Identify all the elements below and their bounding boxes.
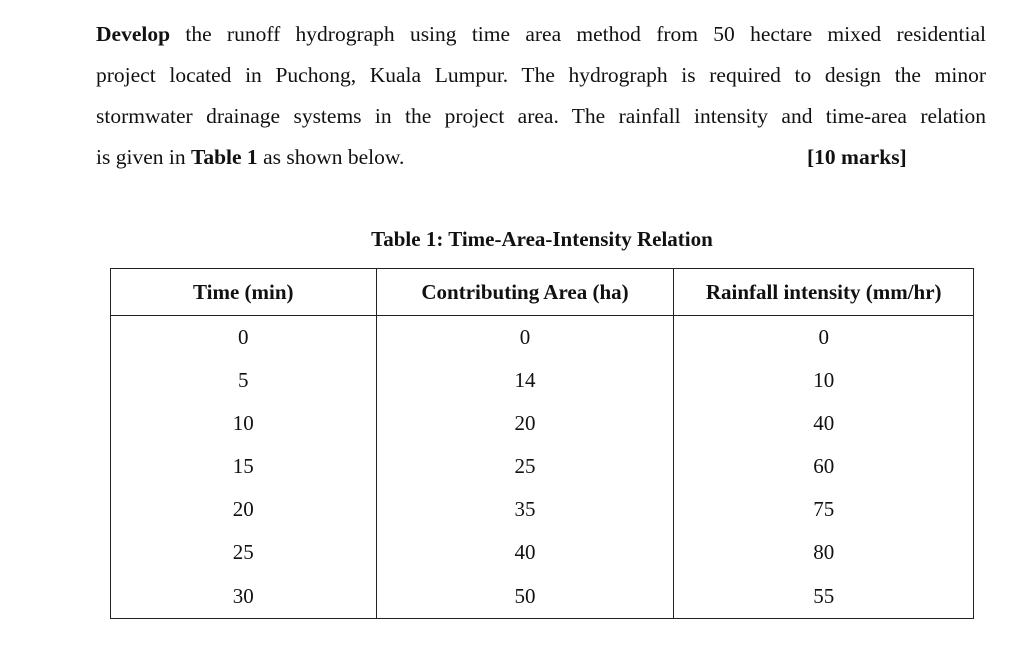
table-row bbox=[111, 316, 974, 360]
cell-area: 40 bbox=[376, 531, 674, 574]
question-line-4-pre: is given in bbox=[96, 145, 186, 169]
marks-label: [10 marks] bbox=[807, 145, 907, 169]
table-row bbox=[111, 445, 974, 488]
cell-intensity: 75 bbox=[674, 488, 974, 531]
question-line-4-post: as shown below. bbox=[263, 145, 405, 169]
cell-area: 35 bbox=[376, 488, 674, 531]
table-row bbox=[111, 359, 974, 402]
table-row bbox=[111, 402, 974, 445]
table-row bbox=[111, 531, 974, 574]
cell-area: 0 bbox=[376, 316, 674, 360]
cell-area: 20 bbox=[376, 402, 674, 445]
cell-area: 50 bbox=[376, 574, 674, 619]
cell-time: 5 bbox=[111, 359, 377, 402]
time-area-intensity-table bbox=[110, 268, 974, 619]
cell-intensity: 0 bbox=[674, 316, 974, 360]
cell-area: 14 bbox=[376, 359, 674, 402]
cell-intensity: 10 bbox=[674, 359, 974, 402]
table-reference: Table 1 bbox=[190, 145, 258, 169]
cell-time: 15 bbox=[111, 445, 377, 488]
cell-intensity: 60 bbox=[674, 445, 974, 488]
question-line-3: stormwater drainage systems in the project area. The rainfall intensity and time-area relation bbox=[96, 104, 986, 128]
cell-time: 30 bbox=[111, 574, 377, 619]
table-row bbox=[111, 488, 974, 531]
cell-time: 10 bbox=[111, 402, 377, 445]
question-line-1 bbox=[96, 14, 986, 55]
cell-time: 20 bbox=[111, 488, 377, 531]
question-line-1-text: the runoff hydrograph using time area method from 50 hectare mixed residential bbox=[185, 22, 987, 46]
cell-time: 25 bbox=[111, 531, 377, 574]
question-lead-bold: Develop bbox=[96, 22, 171, 46]
question-line-4 bbox=[96, 137, 986, 178]
cell-time: 0 bbox=[111, 316, 377, 360]
table-header-row bbox=[111, 269, 974, 316]
header-time: Time (min) bbox=[111, 269, 377, 316]
table-caption: Table 1: Time-Area-Intensity Relation bbox=[371, 227, 713, 251]
question-text bbox=[96, 14, 986, 178]
header-rainfall-intensity: Rainfall intensity (mm/hr) bbox=[674, 269, 974, 316]
question-line-2: project located in Puchong, Kuala Lumpur. The hydrograph is required to design the minor bbox=[96, 63, 986, 87]
cell-intensity: 80 bbox=[674, 531, 974, 574]
cell-intensity: 40 bbox=[674, 402, 974, 445]
table-row bbox=[111, 574, 974, 619]
cell-area: 25 bbox=[376, 445, 674, 488]
cell-intensity: 55 bbox=[674, 574, 974, 619]
header-contributing-area: Contributing Area (ha) bbox=[376, 269, 674, 316]
